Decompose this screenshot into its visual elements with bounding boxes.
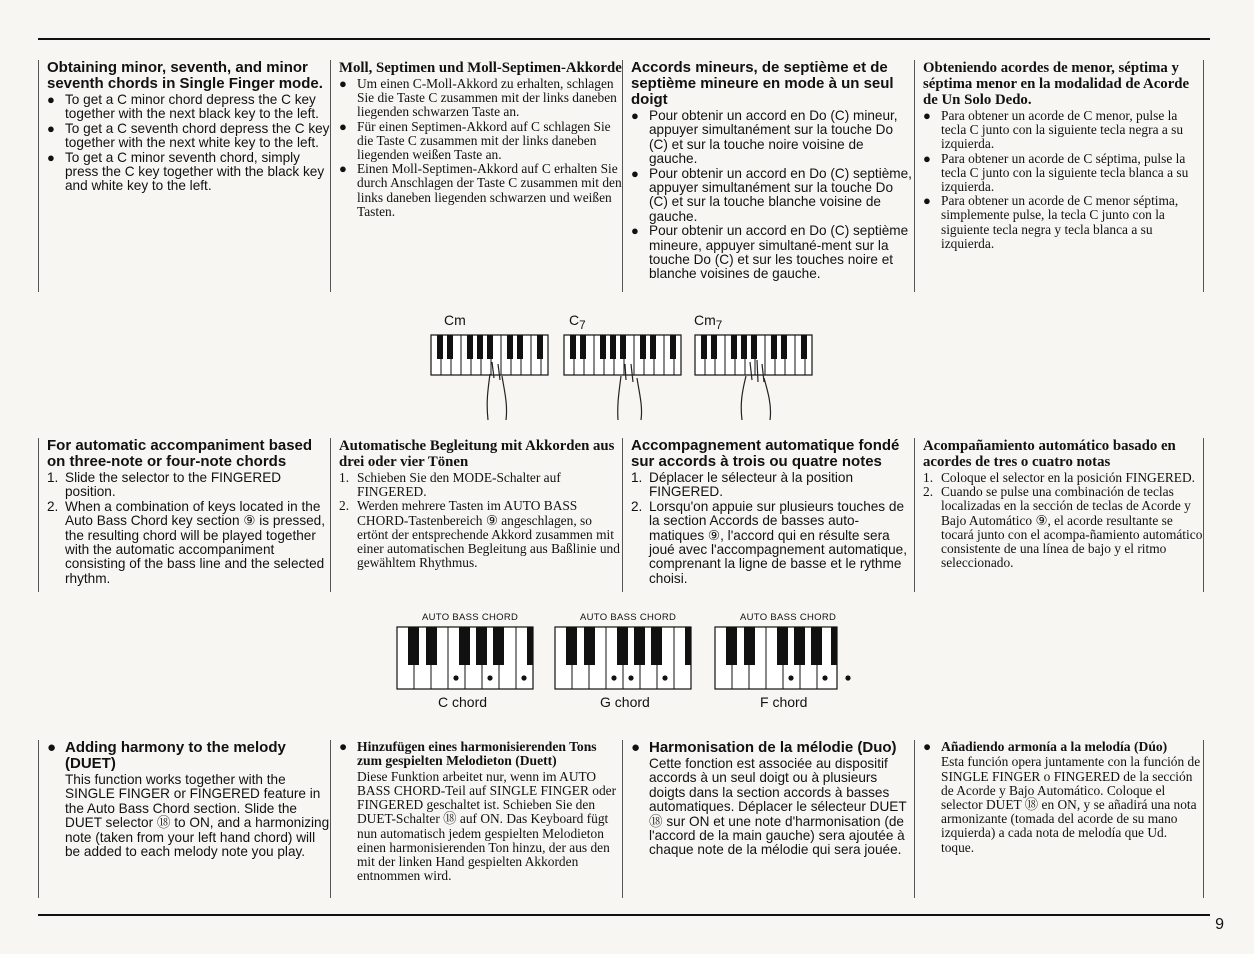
- section3-en-body: This function works together with the SINGLE FINGER or FINGERED feature in the Auto Bass Chord section. Slide the DUET selector ⑱ to ON, and a harmonizing note (taken from your left hand chord) will be added to each melody note you play.: [65, 772, 330, 860]
- keyboard-f-chord-graphic: [714, 626, 854, 690]
- note-dot: [628, 675, 633, 680]
- bottom-rule: [38, 914, 1210, 916]
- note-dot: [845, 675, 850, 680]
- bullet-icon: ●: [631, 223, 639, 239]
- chord-diagram-c7: [563, 312, 685, 422]
- section1-de-list: [339, 77, 622, 219]
- section1-es-heading: Obteniendo acordes de menor, séptima y séptima menor en la modalidad de Acorde de Un Solo Dedo.: [923, 60, 1190, 108]
- list-item: ● Pour obtenir un accord en Do (C) septième, appuyer simultanément sur la touche Do (C) et sur la touche blanche voisine de gauche.: [631, 165, 912, 224]
- list-item: ● To get a C minor chord depress the C key together with the next black key to the left.: [47, 92, 319, 122]
- bullet-icon: ●: [339, 118, 347, 134]
- section2-de-list: [339, 471, 622, 570]
- section3-en-heading: ● Adding harmony to the melody (DUET): [47, 739, 286, 772]
- section2-en-list: [47, 471, 330, 586]
- section3-es-column: [914, 740, 1204, 898]
- note-dot: [453, 675, 458, 680]
- page-number: 9: [1215, 916, 1224, 933]
- bullet-icon: ●: [47, 92, 55, 107]
- section1-es-column: [914, 60, 1204, 292]
- list-item: ● Pour obtenir un accord en Do (C) mineur, appuyer simultanément sur la touche Do (C) et sur la touche noire voisine de gauche.: [631, 108, 898, 167]
- abc-header: AUTO BASS CHORD: [580, 612, 677, 623]
- note-dot: [822, 675, 827, 680]
- note-dot: [487, 675, 492, 680]
- section2-fr-list: [631, 471, 914, 586]
- abc-label-c: C chord: [438, 694, 488, 710]
- note-dot: [611, 675, 616, 680]
- list-item: 2. Cuando se pulse una combinación de teclas localizadas en la sección de teclas de Acorde y Bajo Automático ⑨, el acorde resultante se tocará junto con el acompa-ñamiento automático consistente de una línea de bajo y el ritmo seleccionado.: [923, 484, 1203, 571]
- list-item: ● Einen Moll-Septimen-Akkord auf C erhalten Sie durch Anschlagen der Taste C zusammen mit den links daneben liegenden schwarzen und weißen Tasten.: [339, 161, 622, 219]
- bullet-icon: ●: [339, 739, 348, 754]
- bullet-icon: ●: [923, 739, 932, 754]
- section3-de-column: [330, 740, 622, 898]
- section2-es-list: [923, 471, 1203, 570]
- section1-en-list: [47, 93, 330, 194]
- bullet-icon: ●: [47, 149, 55, 165]
- abc-diagram-g: [554, 612, 694, 712]
- section3-es-body: Esta función opera juntamente con la función de SINGLE FINGER o FINGERED de la sección de Acorde y Bajo Automático. Coloque el selector DUET ⑱ en ON, y se añadirá una nota armonizante (tomada del acorde de su mano izquierda) a cada nota de melodía que Ud. toque.: [941, 754, 1201, 855]
- bullet-icon: ●: [631, 165, 639, 181]
- chord-diagram-cm7: [694, 312, 816, 422]
- chord-label-c7: $C_7$: [569, 312, 586, 332]
- top-rule: [38, 38, 1210, 40]
- section3-fr-body: Cette fonction est associée au dispositif accords à un seul doigt ou à plusieurs doigts dans la section accords à basses automatiques. Déplacer le sélecteur DUET ⑱ sur ON et une note d'harmonisation (de l'accord de la main gauche) sera ajoutée à chaque note de la mélodie qui sera jouée.: [649, 756, 907, 858]
- section1-de-column: [330, 60, 622, 292]
- list-item: 2. Werden mehrere Tasten im AUTO BASS CHORD-Tastenbereich ⑨ angeschlagen, so ertönt der entsprechende Akkord zusammen mit einer automatischen Begleitung aus Baßlinie und gewähltem Rhythmus.: [339, 498, 620, 571]
- abc-label-g: G chord: [600, 694, 650, 710]
- section1-fr-list: [631, 109, 914, 282]
- list-item: 1. Coloque el selector en la posición FINGERED.: [923, 470, 1195, 485]
- list-item: ● Para obtener un acorde de C menor séptima, simplemente pulse, la tecla C junto con la siguiente tecla negra y tecla blanca a su izquierda.: [923, 193, 1179, 251]
- list-item: 1. Déplacer le sélecteur à la position FINGERED.: [631, 470, 854, 500]
- bullet-icon: ●: [47, 739, 57, 756]
- bullet-icon: ●: [339, 161, 347, 177]
- keyboard-c7-graphic: [563, 334, 685, 422]
- section3-es-heading: ● Añadiendo armonía a la melodía (Dúo): [923, 739, 1168, 754]
- bullet-icon: ●: [47, 120, 55, 136]
- note-dot: [521, 675, 526, 680]
- bullet-icon: ●: [631, 108, 639, 123]
- section3-fr-heading: ● Harmonisation de la mélodie (Duo): [631, 739, 897, 756]
- section1-de-heading: Moll, Septimen und Moll-Septimen-Akkorde: [339, 60, 622, 76]
- list-item: ● Para obtener un acorde de C menor, pulse la tecla C junto con la siguiente tecla negra a su izquierda.: [923, 108, 1184, 152]
- bullet-icon: ●: [339, 76, 347, 91]
- section2-en-column: [38, 438, 330, 592]
- section2-es-column: [914, 438, 1204, 592]
- section1-en-heading: Obtaining minor, seventh, and minor seventh chords in Single Finger mode.: [47, 59, 323, 92]
- keyboard-g-chord-graphic: [554, 626, 694, 690]
- section1-fr-column: [622, 60, 914, 292]
- section2-fr-heading: Accompagnement automatique fondé sur accords à trois ou quatre notes: [631, 437, 900, 470]
- section2-fr-column: [622, 438, 914, 592]
- abc-label-f: F chord: [760, 694, 808, 710]
- list-item: 2. When a combination of keys located in the Auto Bass Chord key section ⑨ is pressed, the resulting chord will be played together with the automatic accompaniment consisting of the bass line and the selected rhythm.: [47, 498, 326, 586]
- abc-header: AUTO BASS CHORD: [422, 612, 519, 623]
- section2-en-heading: For automatic accompaniment based on three-note or four-note chords: [47, 437, 313, 470]
- section3-de-body: Diese Funktion arbeitet nur, wenn im AUTO BASS CHORD-Teil auf SINGLE FINGER oder FINGERED geschaltet ist. Schieben Sie den DUET-Schalter ⑱ auf ON. Das Keyboard fügt nun automatisch jedem gespielten Melodieton einen harmonisierenden Ton hinzu, der aus den mit der linken Hand gespielten Akkorden entnommen wird.: [357, 768, 617, 884]
- list-item: ● Para obtener un acorde de C séptima, pulse la tecla C junto con la siguiente tecla blanca a su izquierda.: [923, 150, 1189, 195]
- bullet-icon: ●: [631, 739, 641, 756]
- section1-en-column: [38, 60, 330, 292]
- keyboard-cm-graphic: [430, 334, 552, 422]
- note-dot: [662, 675, 667, 680]
- list-item: ● Um einen C-Moll-Akkord zu erhalten, schlagen Sie die Taste C zusammen mit der links daneben liegenden schwarzen Taste an.: [339, 76, 617, 120]
- chord-label-cm: Cm: [444, 312, 466, 328]
- section1-es-list: [923, 109, 1203, 251]
- bullet-icon: ●: [923, 108, 931, 123]
- bullet-icon: ●: [923, 193, 931, 209]
- section2-de-heading: Automatische Begleitung mit Akkorden aus drei oder vier Tönen: [339, 438, 615, 470]
- section2-de-column: [330, 438, 622, 592]
- section1-fr-heading: Accords mineurs, de septième et de septième mineure en mode à un seul doigt: [631, 59, 894, 108]
- abc-header: AUTO BASS CHORD: [740, 612, 837, 623]
- chord-label-cm7: $Cm_7$: [694, 312, 723, 332]
- keyboard-cm7-graphic: [694, 334, 816, 422]
- list-item: ● Für einen Septimen-Akkord auf C schlagen Sie die Taste C zusammen mit der links daneben liegenden weißen Taste an.: [339, 118, 611, 163]
- abc-diagram-c: [396, 612, 536, 712]
- list-item: 2. Lorsqu'on appuie sur plusieurs touches de la section Accords de basses auto-matiques ⑨, l'accord qui en résulte sera joué avec l'accompagnement automatique, comprenant la ligne de basse et le rythme choisi.: [631, 498, 908, 586]
- keyboard-c-chord-graphic: [396, 626, 536, 690]
- note-dot: [788, 675, 793, 680]
- list-item: ● To get a C seventh chord depress the C key together with the next white key to the left.: [47, 120, 330, 151]
- list-item: 1. Slide the selector to the FINGERED position.: [47, 470, 282, 500]
- section3-en-column: [38, 740, 330, 898]
- list-item: ● To get a C minor seventh chord, simply press the C key together with the black key and white key to the left.: [47, 149, 325, 194]
- section3-fr-column: [622, 740, 914, 898]
- list-item: 1. Schieben Sie den MODE-Schalter auf FINGERED.: [339, 470, 561, 500]
- section2-es-heading: Acompañamiento automático basado en acordes de tres o cuatro notas: [923, 438, 1176, 470]
- chord-diagram-cm: [430, 312, 552, 422]
- bullet-icon: ●: [923, 150, 931, 166]
- list-item: ● Pour obtenir un accord en Do (C) septième mineure, appuyer simultané-ment sur la touche Do (C) et sur les touches noire et blanche voisines de gauche.: [631, 223, 909, 282]
- section3-de-heading: ● Hinzufügen eines harmonisierenden Tons zum gespielten Melodieton (Duett): [339, 739, 597, 769]
- abc-diagram-f: [714, 612, 854, 712]
